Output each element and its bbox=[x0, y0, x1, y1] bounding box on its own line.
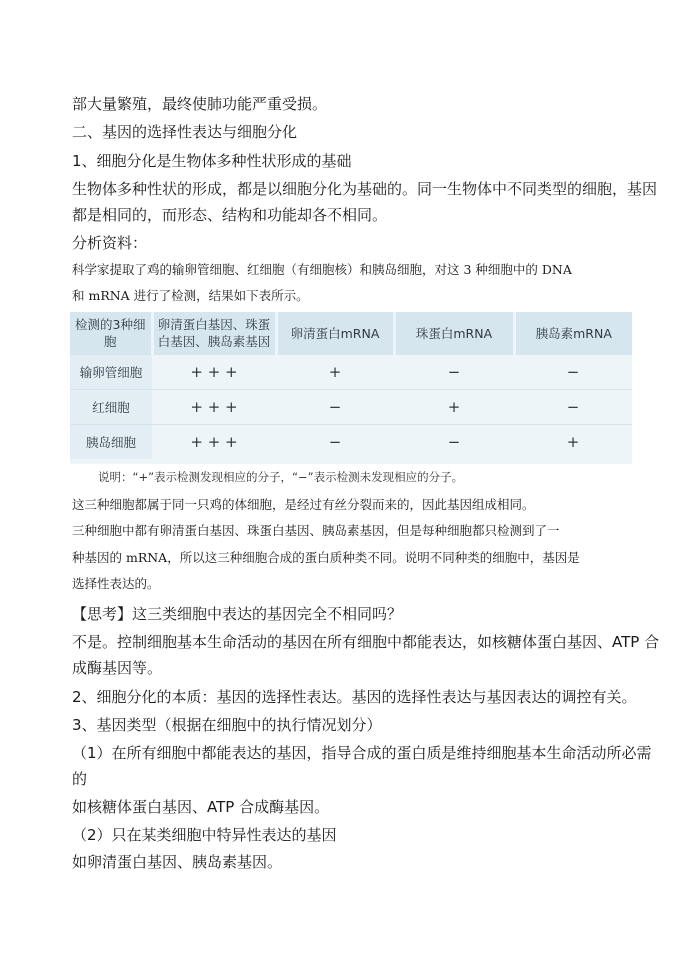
text-line: 种基因的 mRNA，所以这三种细胞合成的蛋白质种类不同。说明不同种类的细胞中，基因是 bbox=[72, 550, 580, 565]
row-label: 输卵管细胞 bbox=[70, 355, 152, 390]
table-cell: + bbox=[394, 390, 514, 425]
column-header: 卵清蛋白mRNA bbox=[276, 312, 394, 355]
text-line: （2）只在某类细胞中特异性表达的基因 bbox=[72, 826, 337, 844]
row-label: 红细胞 bbox=[70, 390, 152, 425]
table-row bbox=[70, 355, 632, 390]
text-line: 如核糖体蛋白基因、ATP 合成酶基因。 bbox=[72, 798, 330, 816]
text-line: 科学家提取了鸡的输卵管细胞、红细胞（有细胞核）和胰岛细胞，对这 3 种细胞中的 DNA bbox=[72, 262, 572, 277]
column-header: 检测的3种细胞 bbox=[70, 312, 152, 355]
text-line: 和 mRNA 进行了检测，结果如下表所示。 bbox=[72, 288, 309, 303]
table-cell: − bbox=[394, 355, 514, 390]
table-row bbox=[70, 425, 632, 460]
text-line: 都是相同的，而形态、结构和功能却各不相同。 bbox=[72, 206, 388, 224]
table-cell: + + + bbox=[152, 355, 276, 390]
text-line: 选择性表达的。 bbox=[72, 576, 160, 591]
table-cell: − bbox=[514, 355, 632, 390]
text-line: 的 bbox=[72, 770, 88, 788]
text-line: 2、细胞分化的本质：基因的选择性表达。基因的选择性表达与基因表达的调控有关。 bbox=[72, 688, 637, 706]
think-heading: 【思考】这三类细胞中表达的基因完全不相同吗？ bbox=[72, 605, 403, 623]
text-line: 部大量繁殖，最终使肺功能严重受损。 bbox=[72, 95, 328, 113]
column-header: 胰岛素mRNA bbox=[514, 312, 632, 355]
table-cell: − bbox=[276, 425, 394, 460]
table-note: 说明：“+”表示检测发现相应的分子，“−”表示检测未发现相应的分子。 bbox=[98, 470, 464, 484]
text-line: 3、基因类型（根据在细胞中的执行情况划分） bbox=[72, 716, 382, 734]
table-cell: + + + bbox=[152, 425, 276, 460]
table-cell: + bbox=[276, 355, 394, 390]
text-line: 不是。控制细胞基本生命活动的基因在所有细胞中都能表达，如核糖体蛋白基因、ATP 合 bbox=[72, 633, 660, 651]
table-cell: + bbox=[514, 425, 632, 460]
results-table-image bbox=[70, 312, 632, 464]
section-heading: 二、基因的选择性表达与细胞分化 bbox=[72, 123, 298, 141]
row-label: 胰岛细胞 bbox=[70, 425, 152, 460]
table-cell: + + + bbox=[152, 390, 276, 425]
text-line: 分析资料： bbox=[72, 234, 148, 252]
text-line: 三种细胞中都有卵清蛋白基因、珠蛋白基因、胰岛素基因，但是每种细胞都只检测到了一 bbox=[72, 523, 560, 538]
table-cell: − bbox=[394, 425, 514, 460]
text-line: 生物体多种性状的形成，都是以细胞分化为基础的。同一生物体中不同类型的细胞，基因 bbox=[72, 180, 658, 198]
results-table bbox=[70, 312, 632, 459]
subsection-heading: 1、细胞分化是生物体多种性状形成的基础 bbox=[72, 152, 352, 170]
text-line: 如卵清蛋白基因、胰岛素基因。 bbox=[72, 853, 283, 871]
text-line: 成酶基因等。 bbox=[72, 659, 163, 677]
table-row bbox=[70, 390, 632, 425]
table-cell: − bbox=[276, 390, 394, 425]
text-line: 这三种细胞都属于同一只鸡的体细胞，是经过有丝分裂而来的，因此基因组成相同。 bbox=[72, 497, 535, 512]
text-line: （1）在所有细胞中都能表达的基因，指导合成的蛋白质是维持细胞基本生命活动所必需 bbox=[72, 744, 652, 762]
column-header: 珠蛋白mRNA bbox=[394, 312, 514, 355]
table-cell: − bbox=[514, 390, 632, 425]
column-header: 卵清蛋白基因、珠蛋白基因、胰岛素基因 bbox=[152, 312, 276, 355]
